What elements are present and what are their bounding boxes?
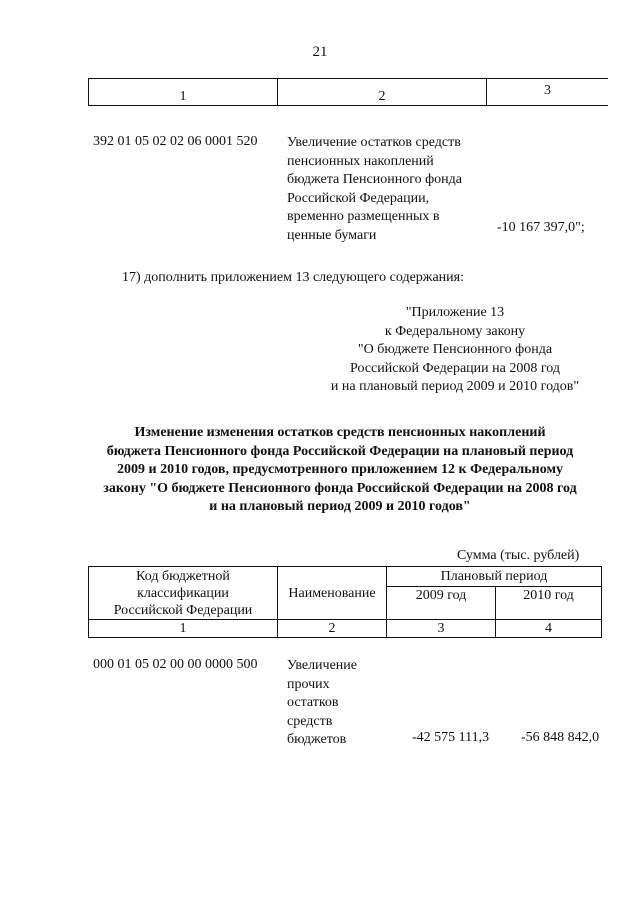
row2-code: 000 01 05 02 00 00 0000 500 (93, 657, 258, 672)
main-table-header (88, 566, 602, 638)
header-2009-cell: 2009 год (387, 587, 496, 620)
header-2010-cell: 2010 год (496, 587, 602, 620)
annex-line: "О бюджете Пенсионного фонда (357, 342, 553, 357)
column-number-1: 1 (89, 620, 278, 638)
title-line: Изменение изменения остатков средств пенсионных накоплений (134, 425, 546, 440)
row2-value-2009: -42 575 111,3 (412, 730, 490, 745)
sum-unit-label: Сумма (тыс. рублей) (457, 548, 580, 563)
row2-desc-line: средств (287, 713, 333, 729)
header-name-cell: Наименование (278, 567, 387, 620)
row1-desc-line: пенсионных накоплений (287, 153, 434, 169)
header-code-line: Российской Федерации (113, 602, 253, 618)
column-number-2: 2 (278, 620, 387, 638)
top-header-col-1: 1 (89, 79, 278, 106)
annex-line: и на плановый период 2009 и 2010 годов" (330, 379, 580, 394)
annex-line: "Приложение 13 (405, 305, 505, 320)
row1-desc-line: ценные бумаги (287, 227, 377, 243)
row2-desc-line: Увеличение (287, 658, 358, 673)
header-code-line: классификации (137, 585, 229, 601)
title-line: бюджета Пенсионного фонда Российской Федерации на плановый период (106, 443, 574, 459)
row1-code: 392 01 05 02 02 06 0001 520 (93, 134, 258, 149)
top-column-header-table (88, 78, 608, 106)
title-line: 2009 и 2010 годов, предусмотренного приложением 12 к Федеральному (117, 462, 563, 477)
row1-desc-line: Увеличение остатков средств (287, 135, 461, 150)
row1-desc-line: временно размещенных в (287, 209, 440, 224)
row2-desc-line: остатков (287, 695, 339, 710)
row2-description (287, 657, 357, 750)
annex-heading (310, 304, 600, 397)
annex-line: Российской Федерации на 2008 год (350, 360, 560, 376)
top-header-col-3: 3 (487, 79, 609, 106)
header-code-line: Код бюджетной (136, 568, 230, 584)
row1-desc-line: Российской Федерации, (287, 190, 430, 206)
column-number-3: 3 (387, 620, 496, 638)
row1-value: -10 167 397,0"; (497, 220, 585, 235)
row2-desc-line: прочих (287, 676, 330, 692)
column-number-4: 4 (496, 620, 602, 638)
item-17-text: 17) дополнить приложением 13 следующего содержания: (122, 270, 464, 285)
title-line: закону "О бюджете Пенсионного фонда Российской Федерации на 2008 год (103, 480, 577, 496)
row2-desc-line: бюджетов (287, 732, 347, 747)
row1-desc-line: бюджета Пенсионного фонда (287, 172, 462, 187)
title-line: и на плановый период 2009 и 2010 годов" (209, 499, 471, 514)
row2-value-2010: -56 848 842,0 (521, 730, 600, 745)
header-code-cell (89, 567, 278, 620)
annex-line: к Федеральному закону (384, 323, 526, 339)
header-period-cell: Плановый период (387, 567, 602, 587)
page-number: 21 (312, 44, 328, 60)
top-header-col-2: 2 (278, 79, 487, 106)
document-title (60, 424, 620, 517)
row1-description (287, 134, 462, 245)
